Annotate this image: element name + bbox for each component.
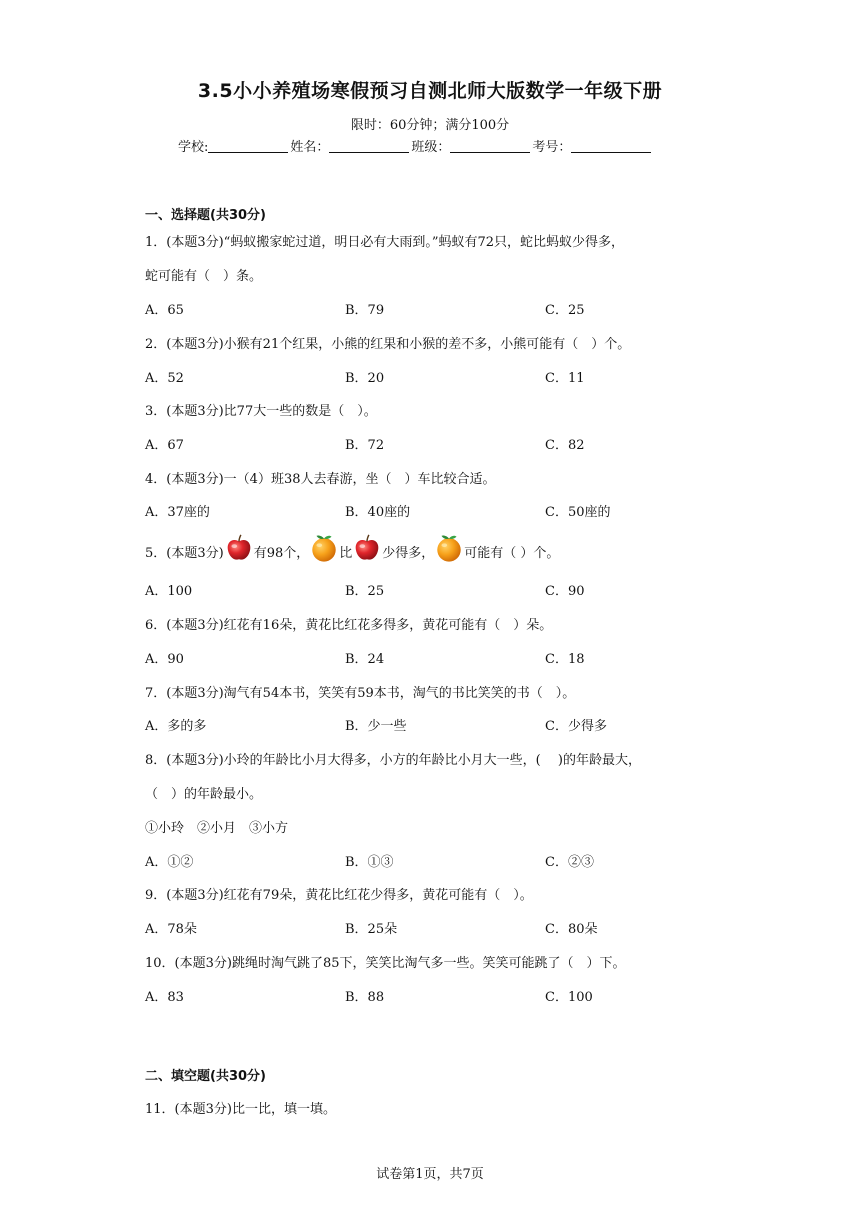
class-blank[interactable]: [450, 138, 530, 153]
question-8-line-2: （ ）的年龄最小。: [145, 787, 263, 802]
question-8-option-c[interactable]: C．②③: [545, 855, 594, 870]
question-2-options: [145, 367, 705, 387]
question-4-option-a[interactable]: A．37座的: [145, 505, 210, 520]
name-blank[interactable]: [329, 138, 409, 153]
section-2-title: 二、填空题(共30分): [145, 1069, 266, 1084]
question-8-options: [145, 851, 705, 871]
question-2-option-c[interactable]: C．11: [545, 371, 585, 386]
question-11-text: 11．(本题3分)比一比，填一填。: [145, 1102, 336, 1117]
question-1-options: [145, 299, 705, 319]
question-4-options: [145, 501, 705, 521]
question-3-option-c[interactable]: C．82: [545, 438, 585, 453]
apple-icon: [352, 533, 382, 563]
question-5-prefix: 5．(本题3分): [145, 546, 224, 561]
question-4-text: 4．(本题3分)一（4）班38人去春游，坐（ ）车比较合适。: [145, 472, 496, 487]
question-9-option-c[interactable]: C．80朵: [545, 922, 598, 937]
orange-icon: [434, 533, 464, 563]
question-8-option-b[interactable]: B．①③: [345, 855, 394, 870]
question-10-text: 10．(本题3分)跳绳时淘气跳了85下，笑笑比淘气多一些。笑笑可能跳了（ ）下。: [145, 956, 626, 971]
apple-icon: [224, 533, 254, 563]
question-6-text: 6．(本题3分)红花有16朵，黄花比红花多得多，黄花可能有（ ）朵。: [145, 618, 553, 633]
question-6-options: [145, 648, 705, 668]
question-5-options: [145, 580, 705, 600]
question-5-option-c[interactable]: C．90: [545, 584, 585, 599]
question-1-option-a[interactable]: A．65: [145, 303, 184, 318]
question-7-options: [145, 715, 705, 735]
question-2-text: 2．(本题3分)小猴有21个红果，小熊的红果和小猴的差不多，小熊可能有（ ）个。: [145, 337, 631, 352]
question-2-option-a[interactable]: A．52: [145, 371, 184, 386]
question-1-line-1: 1．(本题3分)“蚂蚁搬家蛇过道，明日必有大雨到。”蚂蚁有72只，蛇比蚂蚁少得多，: [145, 235, 625, 250]
question-8-line-1: 8．(本题3分)小玲的年龄比小月大得多，小方的年龄比小月大一些，( )的年龄最大，: [145, 753, 641, 768]
question-5-part-3: 少得多，: [382, 546, 435, 561]
student-info: [178, 136, 653, 155]
school-blank[interactable]: [208, 138, 288, 153]
question-10-option-b[interactable]: B．88: [345, 990, 385, 1005]
question-5-part-1: 有98个，: [253, 546, 310, 561]
question-3-option-a[interactable]: A．67: [145, 438, 184, 453]
question-10-options: [145, 986, 705, 1006]
class-label: 班级：: [411, 140, 451, 155]
question-10-option-c[interactable]: C．100: [545, 990, 593, 1005]
question-3-text: 3．(本题3分)比77大一些的数是（ ）。: [145, 404, 377, 419]
page-title: 3.5小小养殖场寒假预习自测北师大版数学一年级下册: [197, 80, 663, 102]
question-8-option-a[interactable]: A．①②: [145, 855, 194, 870]
question-1-line-2: 蛇可能有（ ）条。: [145, 269, 263, 284]
question-4-option-c[interactable]: C．50座的: [545, 505, 611, 520]
question-6-option-c[interactable]: C．18: [545, 652, 585, 667]
question-7-option-c[interactable]: C．少得多: [545, 719, 607, 734]
question-1-option-b[interactable]: B．79: [345, 303, 385, 318]
question-7-text: 7．(本题3分)淘气有54本书，笑笑有59本书，淘气的书比笑笑的书（ ）。: [145, 686, 576, 701]
section-1-title: 一、选择题(共30分): [145, 208, 266, 223]
question-2-option-b[interactable]: B．20: [345, 371, 385, 386]
question-7-option-a[interactable]: A．多的多: [145, 719, 207, 734]
question-9-option-a[interactable]: A．78朵: [145, 922, 197, 937]
name-label: 姓名：: [290, 140, 330, 155]
page-footer: 试卷第1页，共7页: [376, 1167, 484, 1182]
exam-no-label: 考号：: [532, 140, 572, 155]
question-3-option-b[interactable]: B．72: [345, 438, 385, 453]
school-label: 学校:: [178, 140, 209, 155]
question-7-option-b[interactable]: B．少一些: [345, 719, 407, 734]
exam-no-blank[interactable]: [571, 138, 651, 153]
question-4-option-b[interactable]: B．40座的: [345, 505, 411, 520]
question-5-option-a[interactable]: A．100: [145, 584, 193, 599]
exam-meta: 限时：60分钟；满分100分: [350, 118, 510, 133]
question-6-option-a[interactable]: A．90: [145, 652, 184, 667]
question-5-part-2: 比: [339, 546, 353, 561]
question-3-options: [145, 434, 705, 454]
question-9-text: 9．(本题3分)红花有79朵，黄花比红花少得多，黄花可能有（ ）。: [145, 888, 533, 903]
orange-icon: [309, 533, 339, 563]
question-1-option-c[interactable]: C．25: [545, 303, 585, 318]
question-5-part-4: 可能有（ ）个。: [464, 546, 560, 561]
question-5-text: [145, 533, 559, 563]
question-9-options: [145, 918, 705, 938]
question-10-option-a[interactable]: A．83: [145, 990, 184, 1005]
question-6-option-b[interactable]: B．24: [345, 652, 385, 667]
question-9-option-b[interactable]: B．25朵: [345, 922, 398, 937]
question-5-option-b[interactable]: B．25: [345, 584, 385, 599]
question-8-line-3: ①小玲 ②小月 ③小方: [145, 821, 289, 836]
